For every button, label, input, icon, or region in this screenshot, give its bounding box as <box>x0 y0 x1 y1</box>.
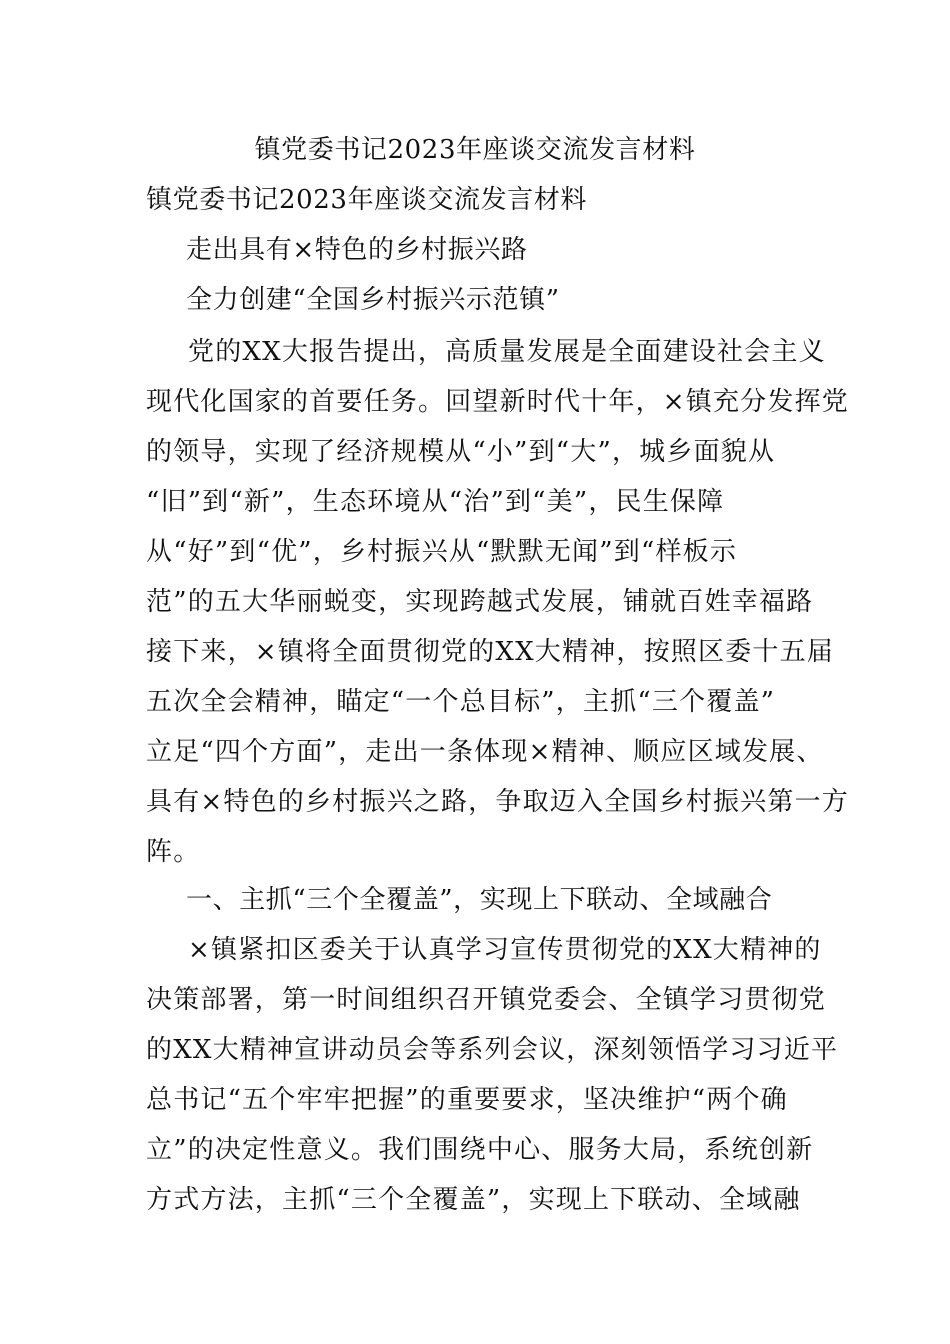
section-1-heading: 一、主抓“三个全覆盖”，实现上下联动、全域融合 <box>186 885 773 915</box>
paragraph-1-line: 从“好”到“优”，乡村振兴从“默默无闻”到“样板示 <box>146 537 738 567</box>
document-subtitle: 镇党委书记2023年座谈交流发言材料 <box>146 185 587 215</box>
paragraph-2-line: 方式方法，主抓“三个全覆盖”，实现上下联动、全域融 <box>146 1185 801 1215</box>
paragraph-2-line: 决策部署，第一时间组织召开镇党委会、全镇学习贯彻党 <box>146 985 827 1015</box>
heading-2: 全力创建“全国乡村振兴示范镇” <box>186 285 560 315</box>
paragraph-1-line: 党的XX大报告提出，高质量发展是全面建设社会主义 <box>188 337 826 367</box>
document-title: 镇党委书记2023年座谈交流发言材料 <box>254 135 696 165</box>
paragraph-1-line: “旧”到“新”，生态环境从“治”到“美”，民生保障 <box>146 487 725 517</box>
paragraph-1-line: 五次全会精神，瞄定“一个总目标”，主抓“三个覆盖” <box>146 687 776 717</box>
paragraph-2-line: ×镇紧扣区委关于认真学习宣传贯彻党的XX大精神的 <box>188 935 822 965</box>
paragraph-2-line: 的XX大精神宣讲动员会等系列会议，深刻领悟学习习近平 <box>146 1035 839 1065</box>
heading-1: 走出具有×特色的乡村振兴路 <box>186 235 528 265</box>
paragraph-1-line: 范”的五大华丽蜕变，实现跨越式发展，铺就百姓幸福路 <box>146 587 814 617</box>
paragraph-1-line: 具有×特色的乡村振兴之路，争取迈入全国乡村振兴第一方 <box>146 787 849 817</box>
paragraph-2-line: 立”的决定性意义。我们围绕中心、服务大局，系统创新 <box>146 1135 814 1165</box>
paragraph-1-line: 立足“四个方面”，走出一条体现×精神、顺应区域发展、 <box>146 737 824 767</box>
paragraph-2-line: 总书记“五个牢牢把握”的重要要求，坚决维护“两个确 <box>146 1085 788 1115</box>
paragraph-1-line: 阵。 <box>146 837 201 867</box>
paragraph-1-line: 现代化国家的首要任务。回望新时代十年，×镇充分发挥党 <box>146 387 849 417</box>
paragraph-1-line: 的领导，实现了经济规模从“小”到“大”，城乡面貌从 <box>146 437 776 467</box>
paragraph-1-line: 接下来，×镇将全面贯彻党的XX大精神，按照区委十五届 <box>146 637 835 667</box>
